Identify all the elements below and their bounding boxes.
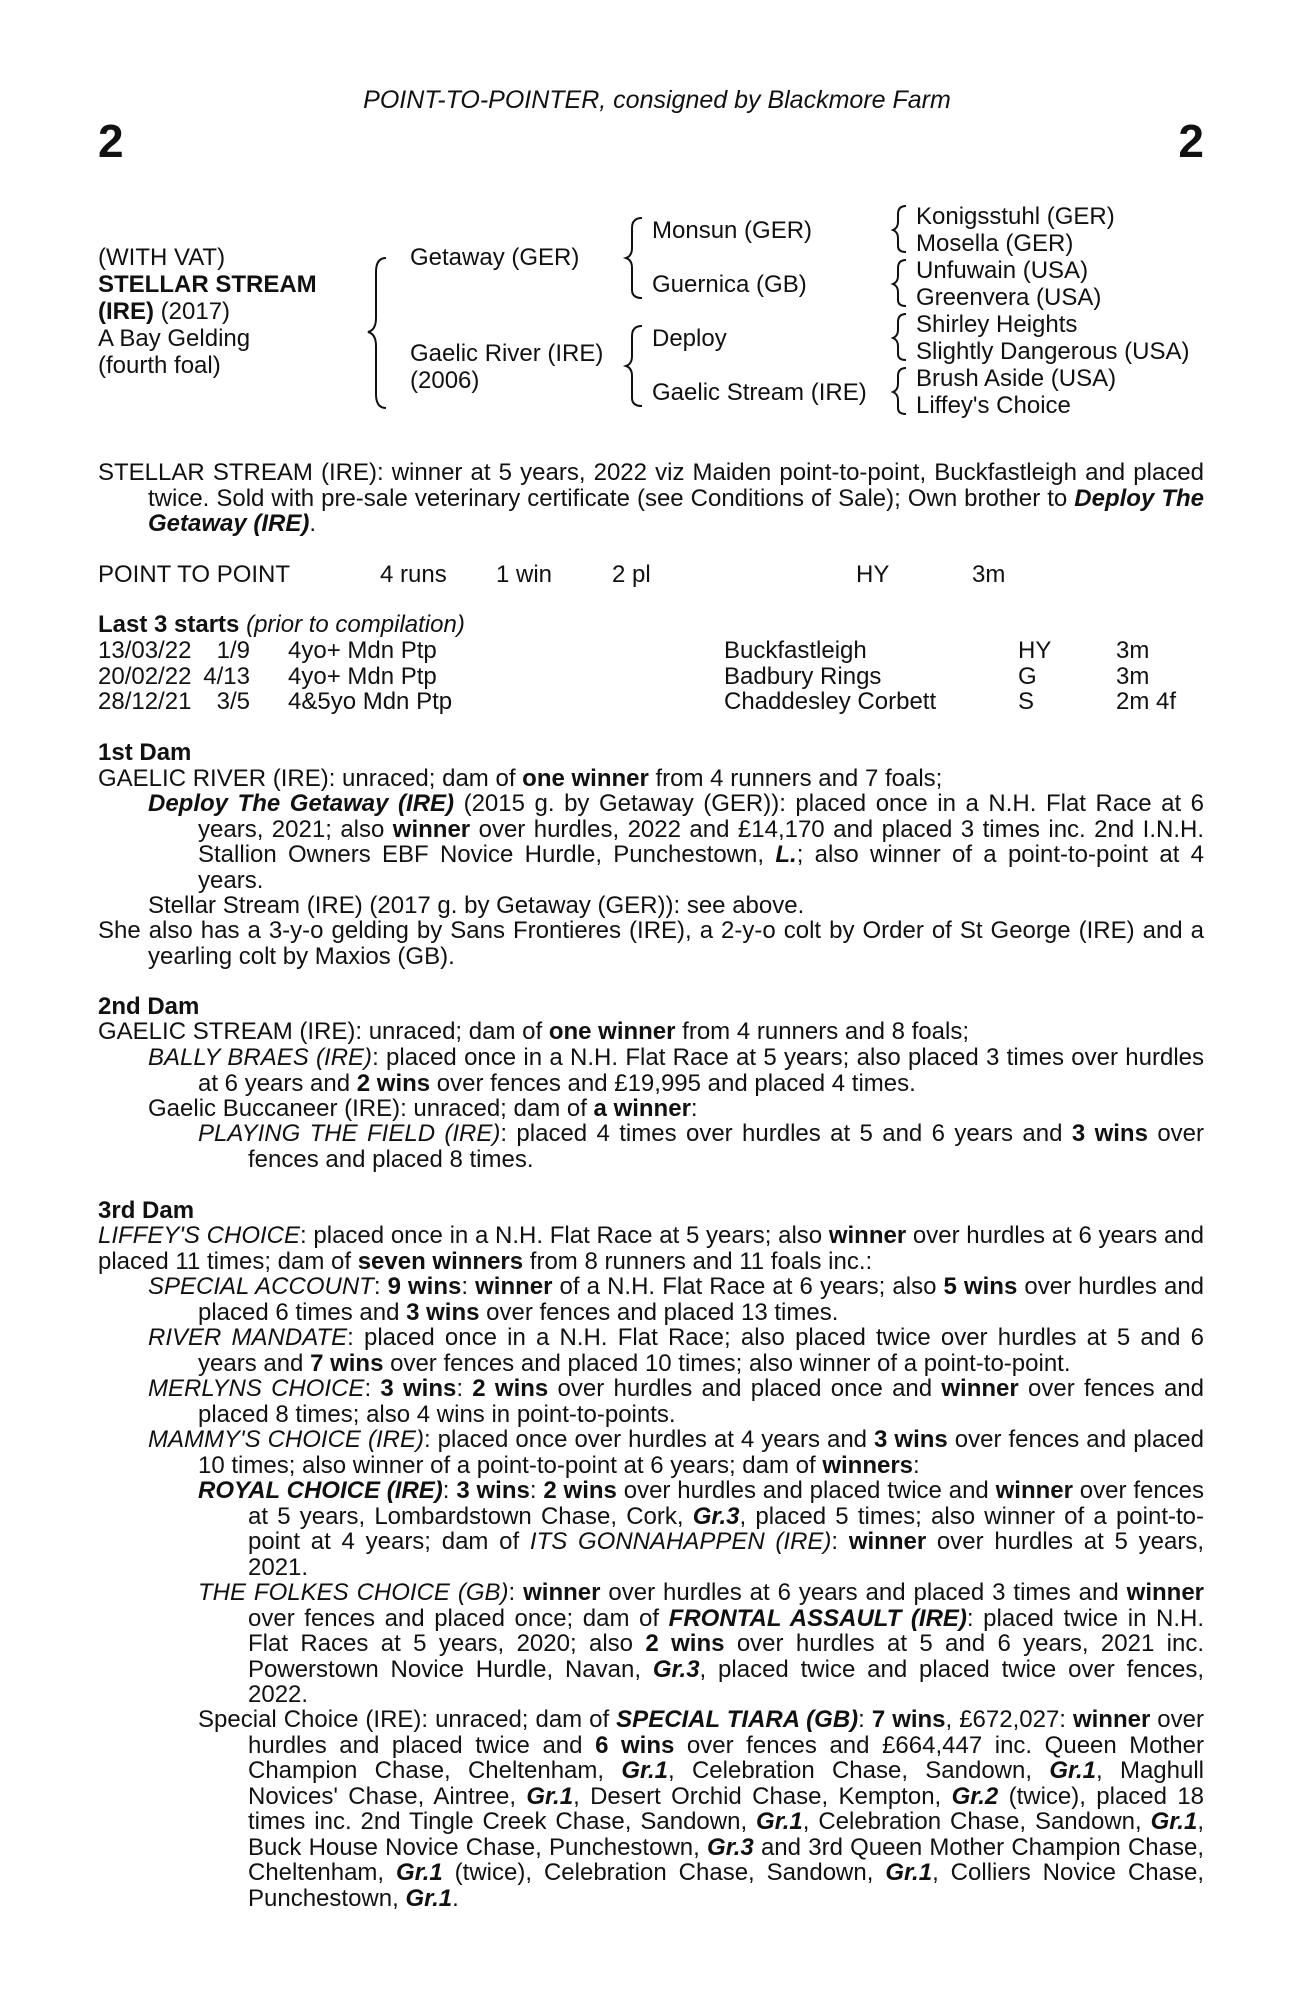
start-dist: 3m bbox=[1116, 637, 1150, 664]
dam3-merlyns-choice: MERLYNS CHOICE: 3 wins: 2 wins over hurdles and placed once and winner over fences and placed 8 times; also 4 wins in point-to-points. bbox=[148, 1375, 1204, 1428]
record-label: POINT TO POINT bbox=[98, 561, 291, 588]
pedigree-sire-dam: Guernica (GB) bbox=[652, 271, 807, 298]
pedigree-g5: Shirley Heights bbox=[916, 311, 1078, 338]
dam2-progeny-1: BALLY BRAES (IRE): placed once in a N.H. Flat Race at 5 years; also placed 3 times over hurdles at 6 years and 2 wins over fences and £19,995 and placed 4 times. bbox=[148, 1044, 1204, 1097]
dam1-line: GAELIC RIVER (IRE): unraced; dam of one winner from 4 runners and 7 foals; bbox=[98, 765, 943, 792]
pedigree-dam: Gaelic River (IRE) bbox=[410, 340, 604, 367]
start-course: Chaddesley Corbett bbox=[724, 688, 937, 715]
start-race: 4&5yo Mdn Ptp bbox=[288, 688, 453, 715]
dam2-progeny-2: Gaelic Buccaneer (IRE): unraced; dam of a winner: bbox=[148, 1095, 698, 1122]
pedigree-g8: Liffey's Choice bbox=[916, 392, 1071, 419]
pedigree-g2: Mosella (GER) bbox=[916, 230, 1074, 257]
start-pos: 3/5 bbox=[216, 688, 250, 715]
start-date: 28/12/21 bbox=[98, 688, 192, 715]
summary-brother: Deploy The Getaway (IRE) bbox=[148, 484, 1204, 537]
dam3-special-choice: Special Choice (IRE): unraced; dam of SPECIAL TIARA (GB): 7 wins, £672,027: winner over hurdles and placed twice and 6 wins over fences and £664,447 inc. Queen Mother Champion Chase, Cheltenham, Gr.1, Celebration Chase, Sandown, Gr.1, Maghull Novices' Chase, Aintree, Gr.1, Desert Orchid Chase, Kempton, Gr.2 (twice), placed 18 times inc. 2nd Tingle Creek Chase, Sandown, Gr.1, Celebration Chase, Sandown, Gr.1, Buck House Novice Chase, Punchestown, Gr.3 and 3rd Queen Mother Champion Chase, Cheltenham, Gr.1 (twice), Celebration Chase, Sandown, Gr.1, Colliers Novice Chase, Punchestown, Gr.1. bbox=[198, 1706, 1205, 1912]
horse-description: A Bay Gelding bbox=[98, 325, 251, 352]
summary-text: STELLAR STREAM (IRE): winner at 5 years, 2022 viz Maiden point-to-point, Buckfastleigh and placed twice. Sold with pre-sale veterinary certificate (see Conditions of Sale); Own brother to bbox=[98, 459, 1204, 512]
start-race: 4yo+ Mdn Ptp bbox=[288, 637, 437, 664]
start-going: S bbox=[1018, 688, 1035, 715]
start-dist: 2m 4f bbox=[1116, 688, 1177, 715]
dam3-river-mandate: RIVER MANDATE: placed once in a N.H. Flat Race; also placed twice over hurdles at 5 and 6 years and 7 wins over fences and placed 10 times; also winner of a point-to-point. bbox=[148, 1324, 1205, 1377]
pedigree-sire-sire: Monsun (GER) bbox=[652, 217, 813, 244]
start-row bbox=[0, 638, 1314, 664]
pedigree-dam-sire: Deploy bbox=[652, 325, 727, 352]
start-row bbox=[0, 689, 1314, 715]
page-title: POINT-TO-POINTER, consigned by Blackmore Farm bbox=[363, 86, 951, 114]
pedigree-g1: Konigsstuhl (GER) bbox=[916, 203, 1115, 230]
dam1-other-foals: She also has a 3-y-o gelding by Sans Frontieres (IRE), a 2-y-o colt by Order of St George (IRE) and a yearling colt by Maxios (GB). bbox=[98, 917, 1204, 970]
pedigree-g7: Brush Aside (USA) bbox=[916, 365, 1117, 392]
lot-number-right: 2 bbox=[1178, 115, 1204, 167]
pedigree-dam-dam: Gaelic Stream (IRE) bbox=[652, 379, 867, 406]
dam3-royal-choice: ROYAL CHOICE (IRE): 3 wins: 2 wins over hurdles and placed twice and winner over fences at 5 years, Lombardstown Chase, Cork, Gr.3, placed 5 times; also winner of a point-to-point at 4 years; dam of ITS GONNAHAPPEN (IRE): winner over hurdles at 5 years, 2021. bbox=[198, 1477, 1205, 1581]
dam3-heading: 3rd Dam bbox=[98, 1197, 195, 1224]
dam1-progeny-2: Stellar Stream (IRE) (2017 g. by Getaway (GER)): see above. bbox=[148, 892, 805, 919]
start-race: 4yo+ Mdn Ptp bbox=[288, 662, 437, 690]
start-course: Badbury Rings bbox=[724, 662, 882, 690]
start-date: 20/02/22 bbox=[98, 662, 192, 690]
horse-origin: (IRE) bbox=[98, 298, 154, 325]
horse-year: (2017) bbox=[160, 298, 231, 325]
start-going: G bbox=[1018, 662, 1037, 690]
horse-summary bbox=[98, 460, 1204, 537]
horse-name: STELLAR STREAM bbox=[98, 271, 317, 298]
dam2-heading: 2nd Dam bbox=[98, 993, 200, 1020]
record-distance: 3m bbox=[972, 561, 1006, 588]
record-going: HY bbox=[856, 561, 890, 588]
last-starts-note: (prior to compilation) bbox=[246, 611, 465, 638]
dam3-special-account: SPECIAL ACCOUNT: 9 wins: winner of a N.H. Flat Race at 6 years; also 5 wins over hurdles and placed 6 times and 3 wins over fences and placed 13 times. bbox=[148, 1273, 1205, 1326]
record-runs: 4 runs bbox=[380, 561, 447, 588]
last-starts-title: Last 3 starts bbox=[98, 611, 240, 638]
record-wins: 1 win bbox=[496, 561, 553, 588]
vat-note: (WITH VAT) bbox=[98, 244, 226, 271]
dam2-line: GAELIC STREAM (IRE): unraced; dam of one winner from 4 runners and 8 foals; bbox=[98, 1018, 969, 1045]
start-row bbox=[0, 664, 1314, 690]
pedigree-dam-year: (2006) bbox=[410, 367, 480, 394]
start-date: 13/03/22 bbox=[98, 637, 192, 664]
last-starts-heading bbox=[98, 612, 465, 638]
lot-number-left: 2 bbox=[98, 115, 124, 167]
dam3-line: LIFFEY'S CHOICE: placed once in a N.H. Flat Race at 5 years; also winner over hurdles at 6 years and placed 11 times; dam of seven winners from 8 runners and 11 foals inc.: bbox=[98, 1222, 1204, 1275]
pedigree-g3: Unfuwain (USA) bbox=[916, 257, 1089, 284]
pedigree-g4: Greenvera (USA) bbox=[916, 284, 1102, 311]
dam1-heading: 1st Dam bbox=[98, 739, 192, 766]
horse-foal: (fourth foal) bbox=[98, 352, 221, 379]
dam3-mammys-choice: MAMMY'S CHOICE (IRE): placed once over hurdles at 4 years and 3 wins over fences and placed 10 times; also winner of a point-to-point at 6 years; dam of winners: bbox=[148, 1426, 1204, 1479]
summary-end: . bbox=[309, 510, 317, 537]
start-pos: 4/13 bbox=[203, 662, 250, 690]
record-placed: 2 pl bbox=[612, 561, 651, 588]
start-pos: 1/9 bbox=[216, 637, 250, 664]
pedigree-g6: Slightly Dangerous (USA) bbox=[916, 338, 1190, 365]
dam2-grandprogeny: PLAYING THE FIELD (IRE): placed 4 times over hurdles at 5 and 6 years and 3 wins over fences and placed 8 times. bbox=[198, 1120, 1204, 1173]
start-course: Buckfastleigh bbox=[724, 637, 867, 664]
dam3-folkes-choice: THE FOLKES CHOICE (GB): winner over hurdles at 6 years and placed 3 times and winner over fences and placed once; dam of FRONTAL ASSAULT (IRE): placed twice in N.H. Flat Races at 5 years, 2020; also 2 wins over hurdles at 5 and 6 years, 2021 inc. Powerstown Novice Hurdle, Navan, Gr.3, placed twice and placed twice over fences, 2022. bbox=[198, 1579, 1205, 1708]
start-going: HY bbox=[1018, 637, 1052, 664]
pedigree-sire: Getaway (GER) bbox=[410, 244, 580, 271]
start-dist: 3m bbox=[1116, 662, 1150, 690]
dam1-progeny-1: Deploy The Getaway (IRE) (2015 g. by Getaway (GER)): placed once in a N.H. Flat Race at 6 years, 2021; also winner over hurdles, 2022 and £14,170 and placed 3 times inc. 2nd I.N.H. Stallion Owners EBF Novice Hurdle, Punchestown, L.; also winner of a point-to-point at 4 years. bbox=[148, 790, 1205, 894]
